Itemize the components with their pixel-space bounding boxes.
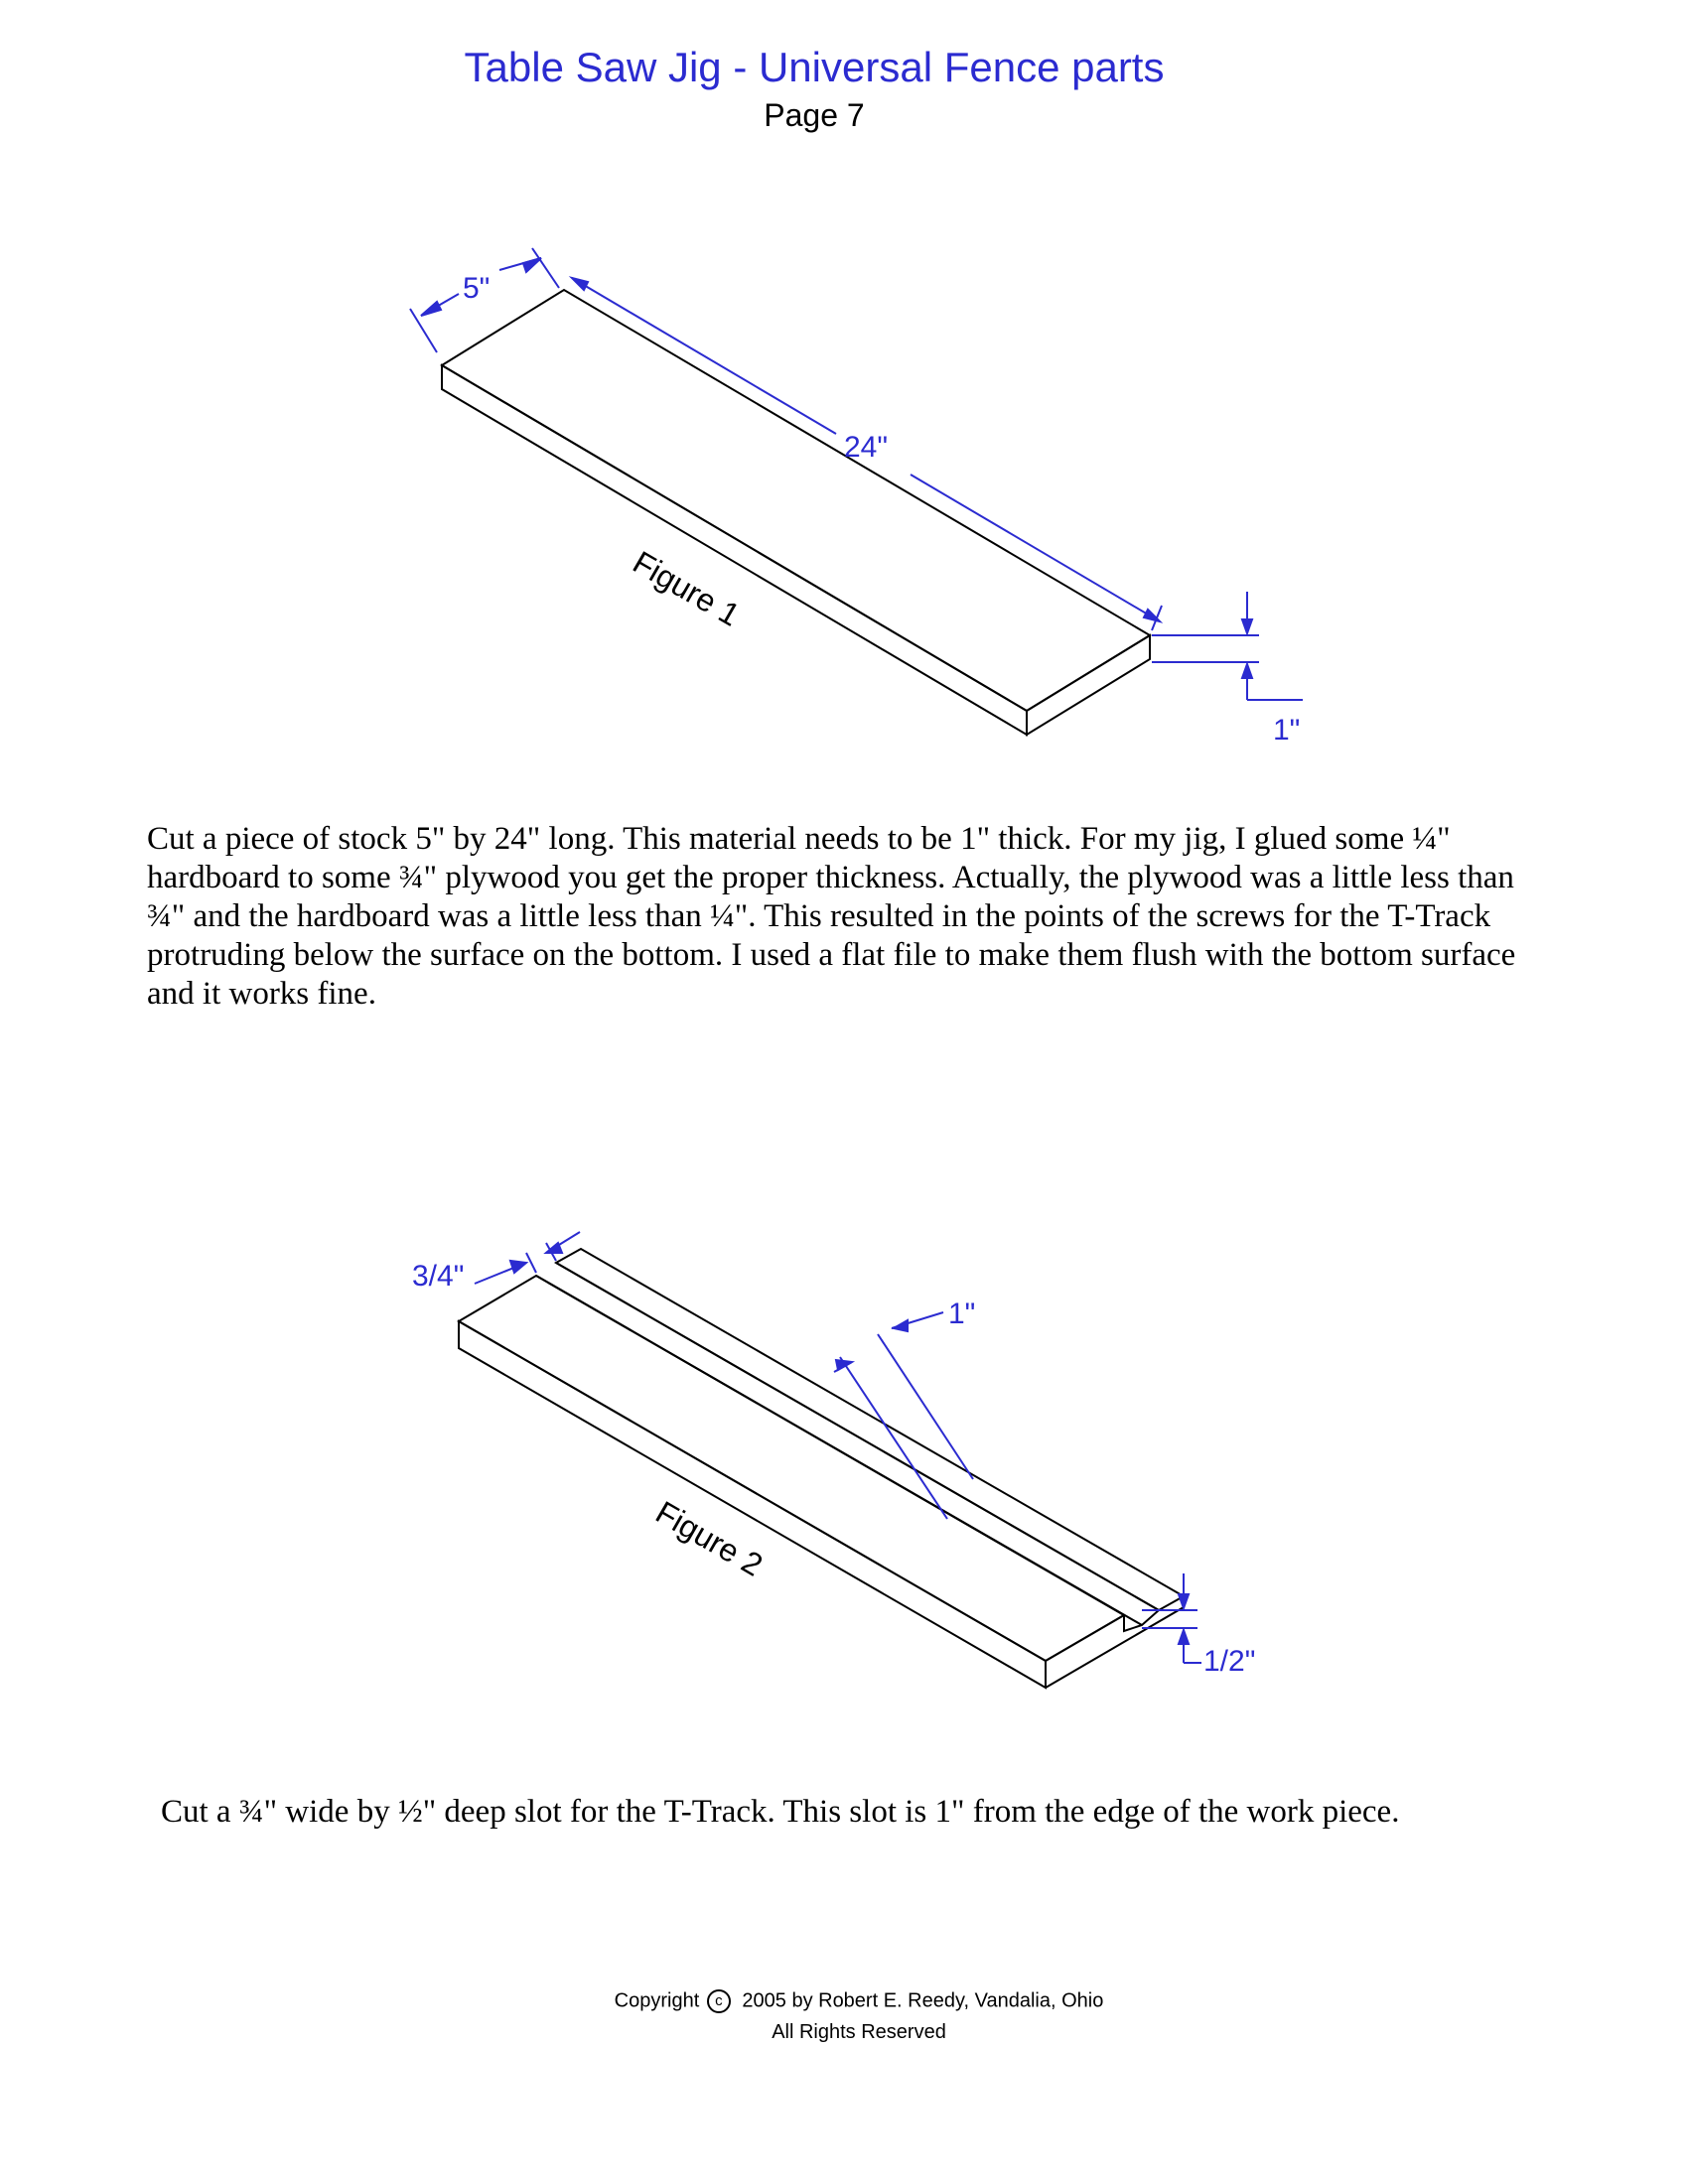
arrow-5a — [421, 302, 441, 316]
arrow-34a — [510, 1261, 526, 1273]
dim-label-one-inch: 1" — [948, 1297, 976, 1330]
dim-label-three-quarter: 3/4" — [412, 1260, 465, 1293]
slot-bottom-line — [548, 1283, 1142, 1625]
dim-line-24a — [572, 278, 836, 434]
copyright-word: Copyright — [614, 1989, 700, 2012]
board-front-face — [442, 365, 1027, 735]
end-top-edge — [1046, 1615, 1124, 1661]
arrow-1b — [1242, 664, 1252, 678]
page-title: Table Saw Jig - Universal Fence parts — [464, 44, 1165, 90]
dim-label-5in: 5" — [463, 272, 491, 305]
board2-top-front-strip — [459, 1276, 1124, 1661]
copyright-holder: 2005 by Robert E. Reedy, Vandalia, Ohio — [742, 1989, 1104, 2012]
figure-1-label: Figure 1 — [627, 543, 747, 633]
dim-label-1in: 1" — [1273, 714, 1301, 747]
figure-1-drawing — [0, 238, 1688, 764]
arrow-24a — [572, 278, 588, 290]
rights-reserved: All Rights Reserved — [772, 2021, 946, 2043]
arrow-12b — [1179, 1630, 1189, 1644]
page-number: Page 7 — [764, 97, 865, 133]
paragraph-2: Cut a ¾" wide by ½" deep slot for the T-Track. This slot is 1" from the edge of the work piece. — [161, 1794, 1400, 1830]
dim-line-24b — [911, 475, 1160, 621]
dimension-lines-fig1 — [410, 248, 1303, 700]
dim-label-24in: 24" — [844, 431, 889, 464]
slotted-board-outline — [459, 1249, 1184, 1688]
arrow-12a — [1179, 1594, 1189, 1608]
ext-line-1in-a — [840, 1357, 947, 1519]
board-outline — [442, 290, 1150, 735]
figure-2-label: Figure 2 — [649, 1493, 770, 1583]
arrow-1a — [1242, 619, 1252, 633]
copyright-symbol-icon: c — [707, 1989, 731, 2013]
figure-2-drawing — [0, 1211, 1688, 1727]
arrow-5b — [523, 258, 541, 272]
arrow-1in-a — [836, 1360, 852, 1370]
copyright-line — [0, 1989, 1688, 2013]
board2-top-back-strip — [556, 1249, 1184, 1610]
dim-label-half-inch: 1/2" — [1203, 1645, 1256, 1678]
paragraph-1: Cut a piece of stock 5" by 24" long. This material needs to be 1" thick. For my jig, I glued some ¼" hardboard to some ¾" plywood you get the proper thickness. Actually, the plywood was a little less than ¾" and the hardboard was a little less than ¼". This resulted in the points of the screws for the T-Track protruding below the surface on the bottom. I used a flat file to make them flush with the bottom surface and it works fine. — [147, 821, 1516, 1012]
slot-edge-b — [556, 1263, 1159, 1610]
dimension-lines-fig2 — [475, 1232, 1201, 1663]
arrow-1in-b — [894, 1320, 908, 1331]
board-top-face — [442, 290, 1150, 711]
ext-line-5b — [532, 248, 559, 288]
board-end-face — [1027, 635, 1150, 735]
